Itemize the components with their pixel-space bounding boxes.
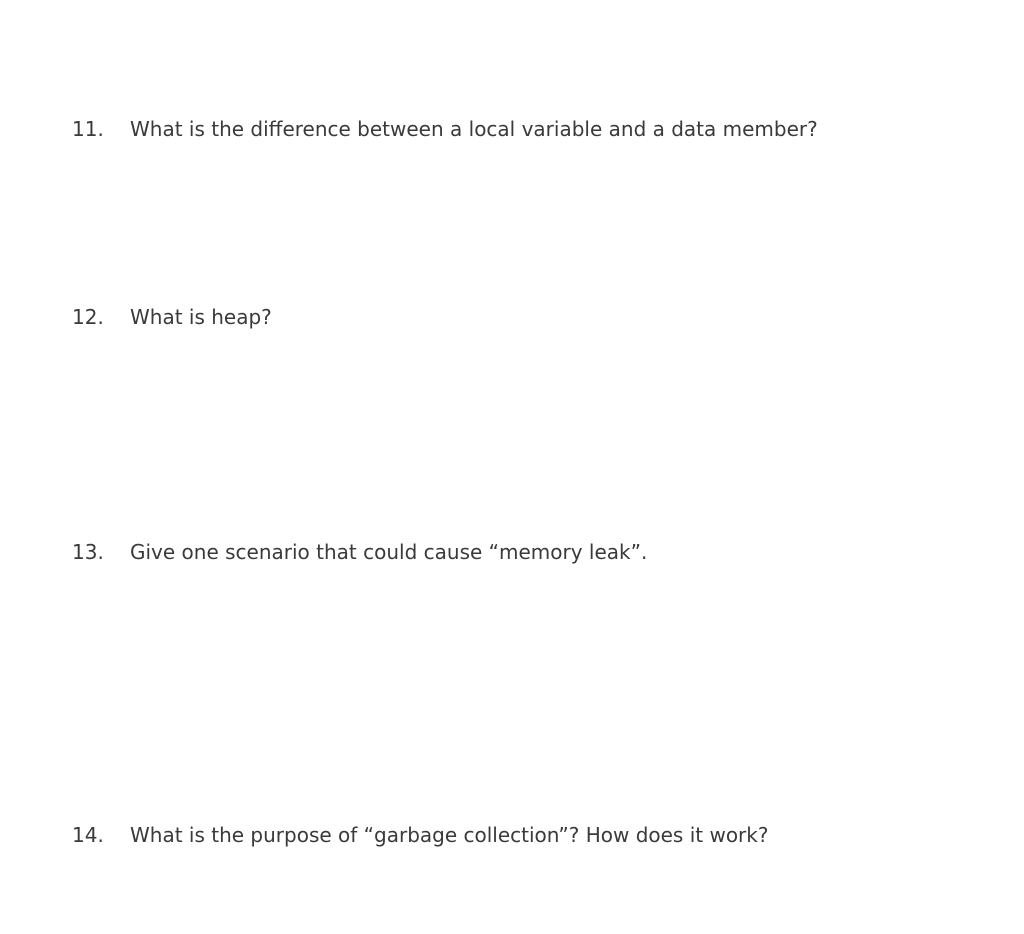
question-13 bbox=[0, 537, 1024, 567]
question-number: 14. bbox=[72, 823, 104, 847]
question-text: What is the difference between a local variable and a data member? bbox=[130, 117, 818, 141]
question-number: 11. bbox=[72, 117, 104, 141]
question-text: What is heap? bbox=[130, 305, 272, 329]
question-text: Give one scenario that could cause “memory leak”. bbox=[130, 540, 648, 564]
question-number: 12. bbox=[72, 305, 104, 329]
question-text: What is the purpose of “garbage collection”? How does it work? bbox=[130, 823, 769, 847]
question-12 bbox=[0, 302, 1024, 332]
question-11 bbox=[0, 114, 1024, 144]
question-14 bbox=[0, 820, 1024, 850]
question-number: 13. bbox=[72, 540, 104, 564]
